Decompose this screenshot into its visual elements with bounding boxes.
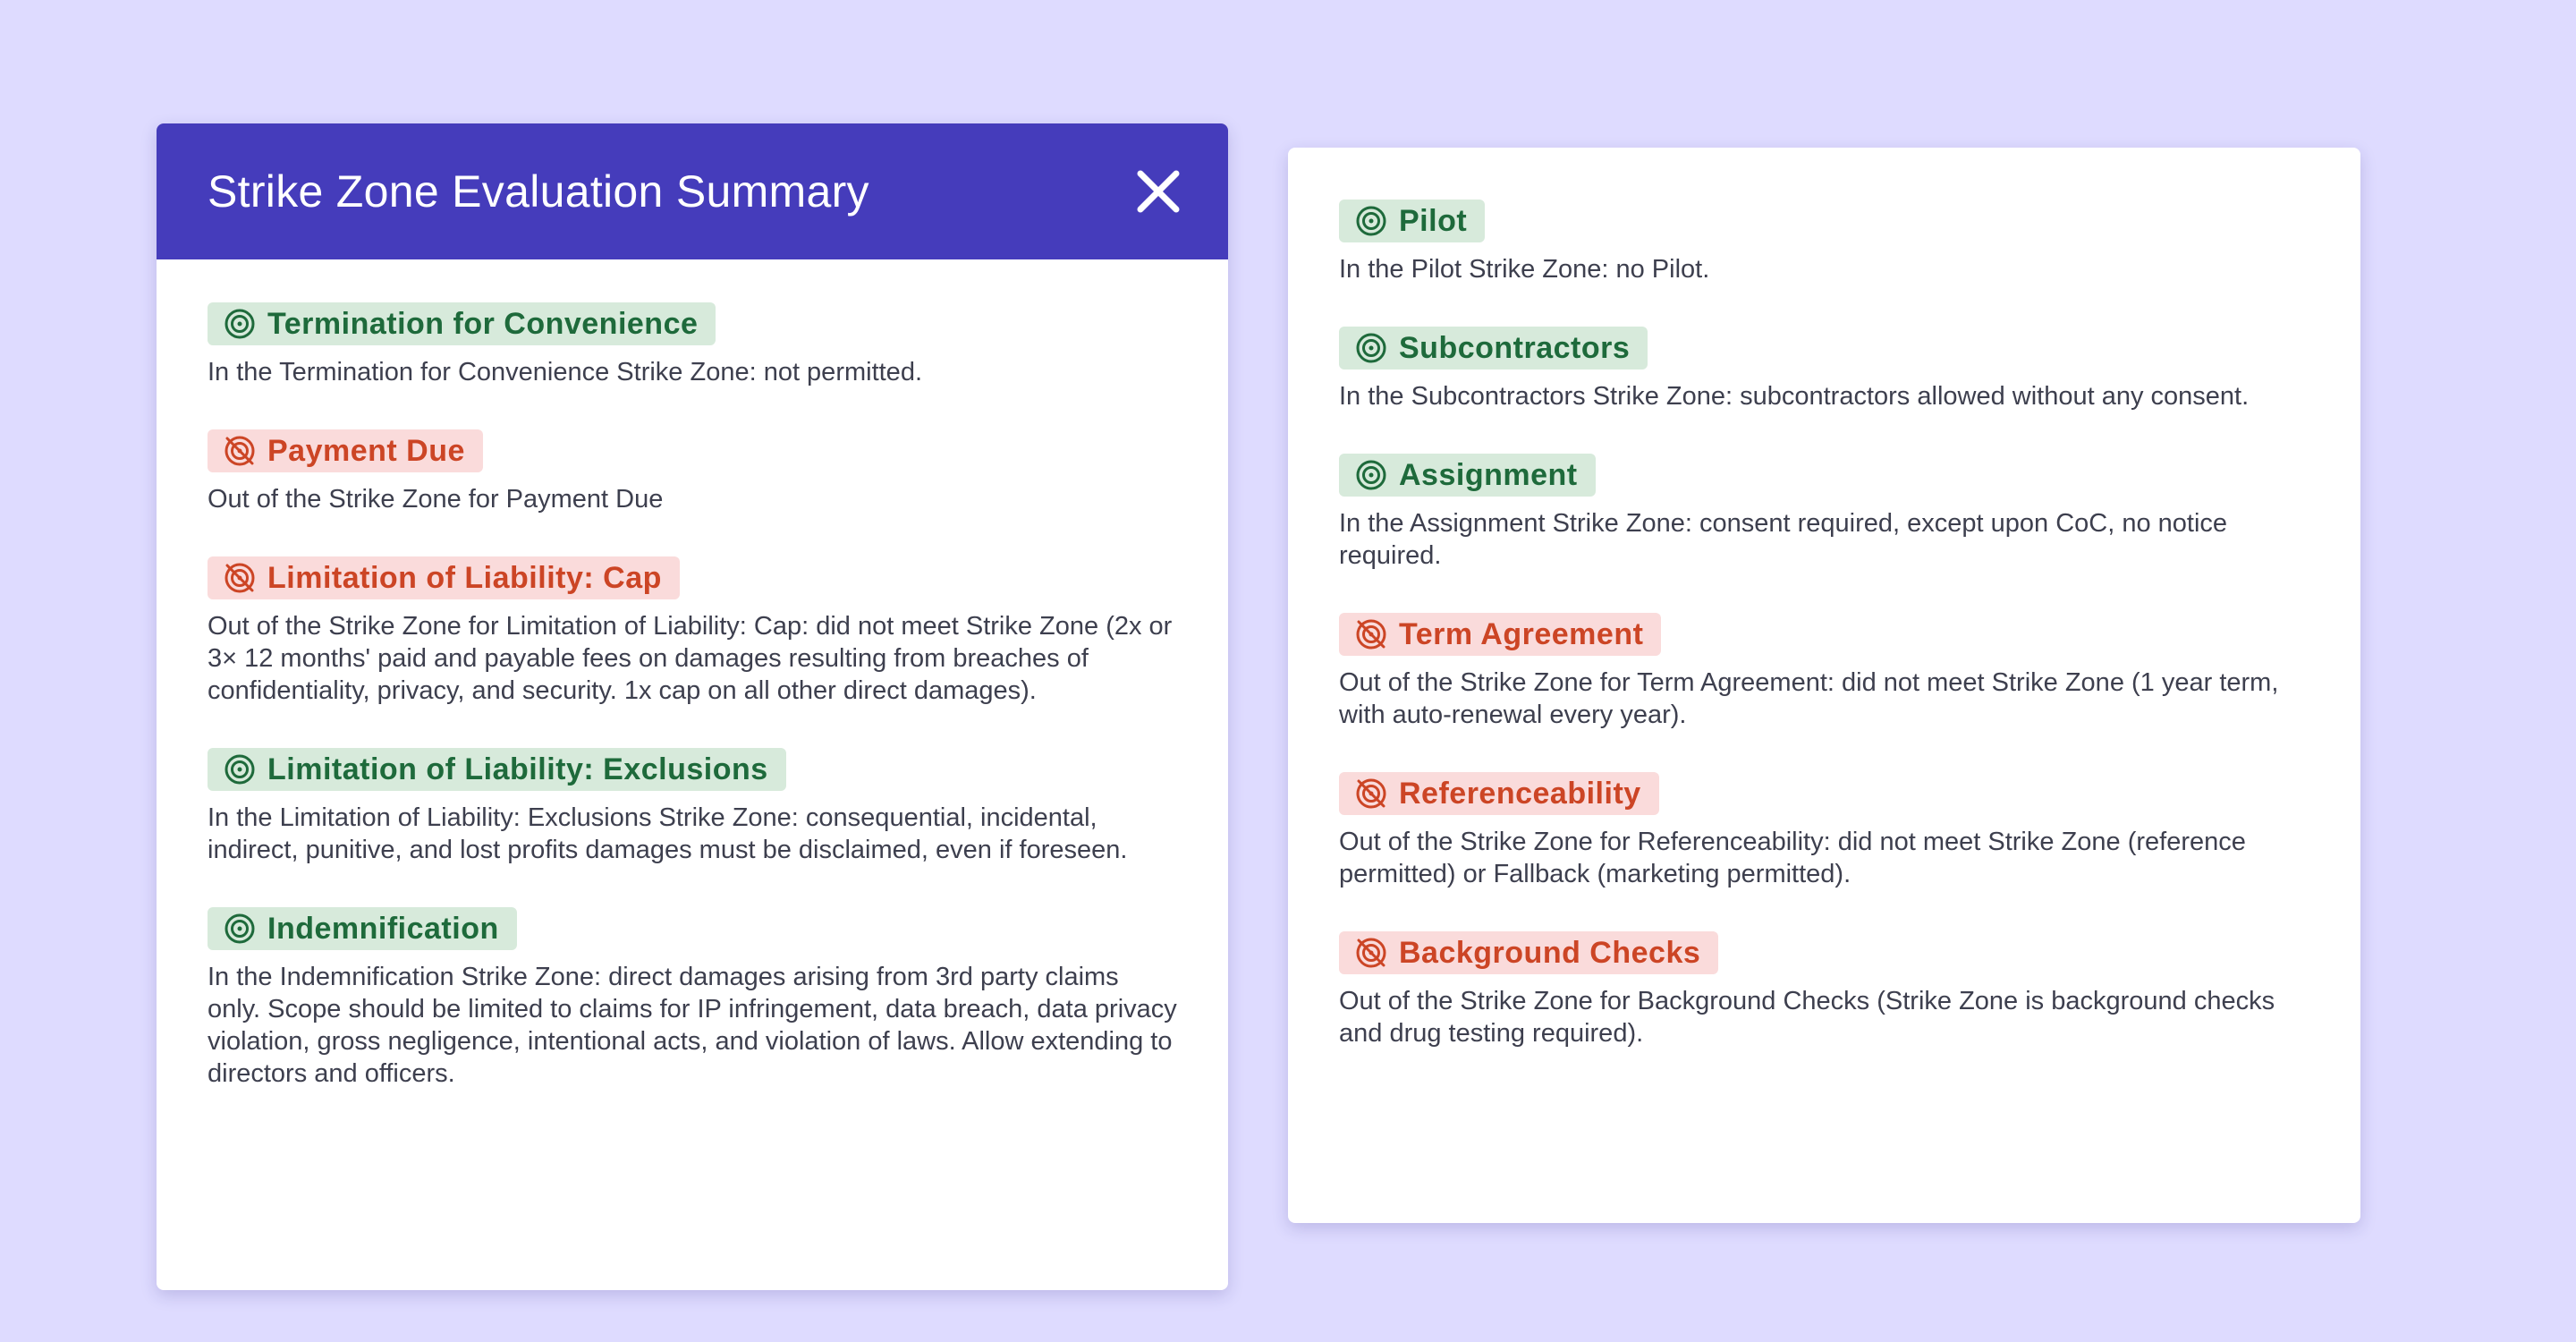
clause-label: Referenceability — [1399, 776, 1641, 811]
left-clause-list — [157, 259, 1228, 1090]
clause-badge-indemnification[interactable] — [208, 907, 517, 950]
clause-badge-payment-due[interactable] — [208, 429, 483, 472]
clause-label: Pilot — [1399, 203, 1468, 238]
target-icon — [224, 308, 256, 340]
clause-label: Indemnification — [267, 911, 499, 946]
clause-badge-assignment[interactable] — [1339, 454, 1596, 497]
clause-description: In the Indemnification Strike Zone: direct damages arising from 3rd party claims only. Scope should be limited to claims for IP infringement, data breach, data privacy violation, gross negligence, intentional acts, and violation of laws. Allow extending to directors and officers. — [208, 963, 1177, 1088]
target-icon — [1355, 332, 1387, 364]
right-clause-list — [1288, 148, 2360, 1049]
dialog-title: Strike Zone Evaluation Summary — [208, 166, 869, 217]
clause-label: Term Agreement — [1399, 616, 1644, 651]
evaluation-summary-panel — [1288, 148, 2360, 1223]
clause-description: In the Limitation of Liability: Exclusions Strike Zone: consequential, incidental, indirect, punitive, and lost profits damages must be disclaimed, even if foreseen. — [208, 803, 1128, 864]
clause-description: In the Assignment Strike Zone: consent required, except upon CoC, no notice required. — [1339, 509, 2228, 570]
dialog-header — [157, 123, 1228, 259]
target-off-icon — [1355, 937, 1387, 969]
target-icon — [224, 753, 256, 786]
clause-badge-pilot[interactable] — [1339, 200, 1485, 242]
target-icon — [224, 913, 256, 945]
clause-label: Termination for Convenience — [267, 306, 699, 341]
clause-item-indemnification — [208, 907, 1177, 1090]
clause-item-payment-due — [208, 429, 1177, 515]
clause-item-termination-for-convenience — [208, 302, 1177, 388]
clause-label: Payment Due — [267, 433, 465, 468]
clause-badge-background-checks[interactable] — [1339, 931, 1718, 974]
close-button[interactable] — [1135, 168, 1182, 215]
clause-description: Out of the Strike Zone for Limitation of Liability: Cap: did not meet Strike Zone (2x or 3× 12 months' paid and payable fees on damages resulting from breaches of confidentiality, privacy, and security. 1x cap on all other direct damages). — [208, 612, 1173, 705]
clause-badge-limitation-of-liability-cap[interactable] — [208, 556, 680, 599]
clause-description: Out of the Strike Zone for Term Agreement: did not meet Strike Zone (1 year term, with auto-renewal every year). — [1339, 668, 2279, 729]
clause-label: Subcontractors — [1399, 330, 1631, 365]
clause-description: Out of the Strike Zone for Background Checks (Strike Zone is background checks and drug testing required). — [1339, 987, 2275, 1048]
target-icon — [1355, 459, 1387, 491]
target-off-icon — [224, 562, 256, 594]
evaluation-summary-dialog — [157, 123, 1228, 1290]
clause-item-subcontractors — [1339, 327, 2309, 412]
target-off-icon — [224, 435, 256, 467]
target-off-icon — [1355, 618, 1387, 650]
clause-item-referenceability — [1339, 772, 2309, 890]
clause-badge-term-agreement[interactable] — [1339, 613, 1661, 656]
clause-item-assignment — [1339, 454, 2309, 572]
target-icon — [1355, 205, 1387, 237]
clause-item-term-agreement — [1339, 613, 2309, 731]
clause-badge-limitation-of-liability-exclusions[interactable] — [208, 748, 786, 791]
target-off-icon — [1355, 777, 1387, 810]
clause-item-background-checks — [1339, 931, 2309, 1049]
clause-description: Out of the Strike Zone for Payment Due — [208, 485, 664, 514]
clause-item-limitation-of-liability-cap — [208, 556, 1177, 707]
clause-label: Limitation of Liability: Cap — [267, 560, 662, 595]
clause-item-pilot — [1339, 200, 2309, 285]
clause-badge-referenceability[interactable] — [1339, 772, 1659, 815]
clause-label: Background Checks — [1399, 935, 1701, 970]
clause-description: In the Termination for Convenience Strike Zone: not permitted. — [208, 358, 923, 386]
clause-description: In the Pilot Strike Zone: no Pilot. — [1339, 255, 1710, 284]
clause-label: Limitation of Liability: Exclusions — [267, 752, 768, 786]
close-icon — [1135, 168, 1182, 215]
clause-description: Out of the Strike Zone for Referenceability: did not meet Strike Zone (reference permitted) or Fallback (marketing permitted). — [1339, 828, 2246, 888]
clause-badge-termination-for-convenience[interactable] — [208, 302, 716, 345]
clause-description: In the Subcontractors Strike Zone: subcontractors allowed without any consent. — [1339, 382, 2250, 411]
clause-label: Assignment — [1399, 457, 1578, 492]
clause-item-limitation-of-liability-exclusions — [208, 748, 1177, 866]
clause-badge-subcontractors[interactable] — [1339, 327, 1648, 369]
